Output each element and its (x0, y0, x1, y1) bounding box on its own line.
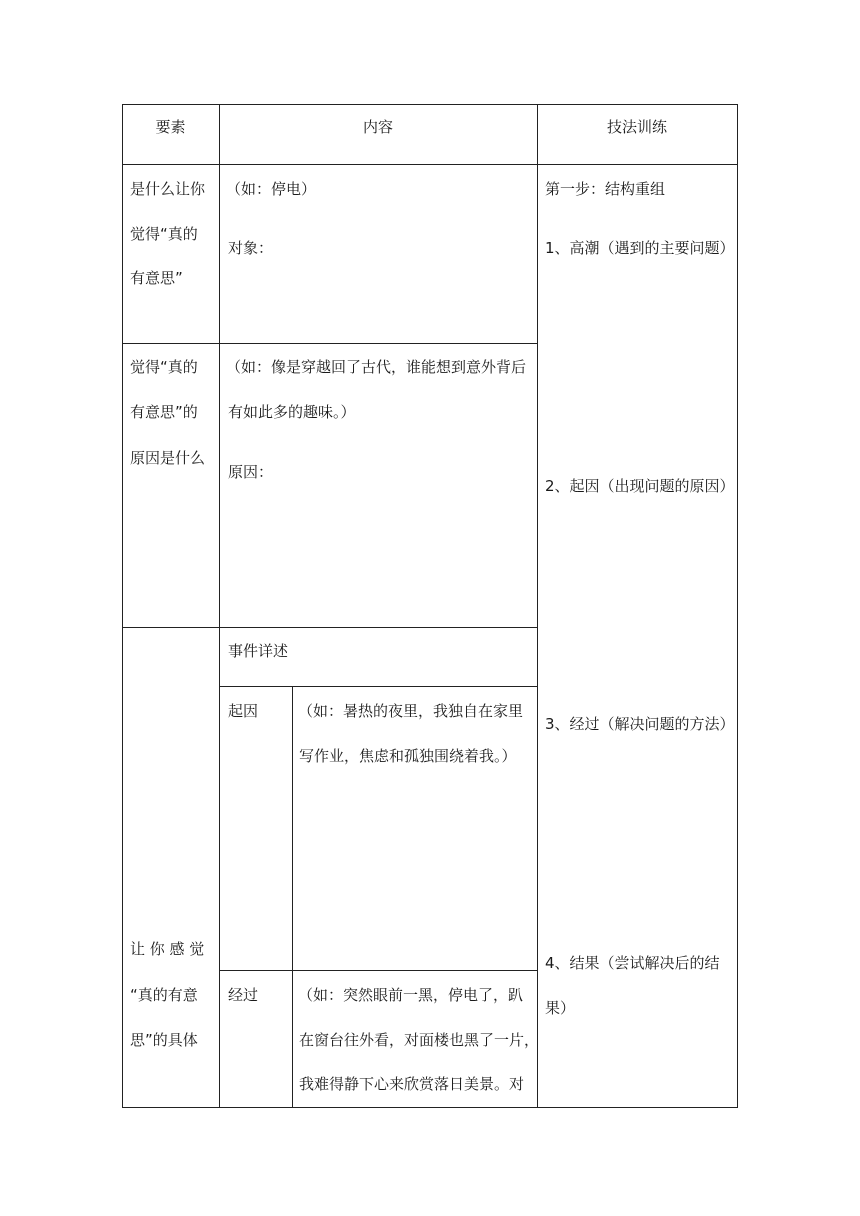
process-label: 经过 (228, 986, 259, 1004)
row2-example-line2: 有如此多的趣味。） (228, 403, 356, 421)
table-border-bottom (122, 1107, 738, 1108)
technique-item-4-line1: 4、结果（尝试解决后的结 (545, 954, 720, 972)
event-title-divider (219, 686, 537, 687)
technique-item-3: 3、经过（解决问题的方法） (545, 715, 735, 733)
process-text-line3: 我难得静下心来欣赏落日美景。对 (299, 1075, 525, 1093)
header-technique: 技法训练 (606, 118, 667, 136)
row2-label: 原因： (228, 463, 274, 481)
col2-divider (537, 104, 538, 1108)
event-title: 事件详述 (228, 642, 289, 660)
process-text-line2: 在窗台往外看，对面楼也黑了一片， (299, 1031, 540, 1049)
header-content: 内容 (362, 118, 393, 136)
row2-element-line1: 觉得“真的 (130, 358, 198, 376)
cause-text-line1: （如：暑热的夜里，我独自在家里 (298, 702, 524, 720)
row3-element-line2: “真的有意 (130, 986, 198, 1004)
technique-step: 第一步：结构重组 (545, 180, 666, 198)
row3-element-line3: 思”的具体 (130, 1031, 198, 1049)
process-text-line1: （如：突然眼前一黑，停电了，趴 (298, 986, 524, 1004)
row1-divider (122, 343, 537, 344)
header-elements: 要素 (155, 118, 186, 136)
row1-element-line3: 有意思” (130, 269, 183, 287)
table-border-right (737, 104, 738, 1108)
row2-element-line3: 原因是什么 (130, 449, 206, 467)
row1-example: （如：停电） (226, 180, 317, 198)
col1-divider (219, 104, 220, 1108)
cause-divider (219, 970, 537, 971)
row2-example-line1: （如：像是穿越回了古代，谁能想到意外背后 (226, 358, 527, 376)
header-divider (122, 164, 738, 165)
row2-element-line2: 有意思”的 (130, 403, 198, 421)
technique-item-4-line2: 果） (545, 999, 576, 1017)
row3-element-line1: 让 你 感 觉 (130, 940, 205, 958)
row1-element-line1: 是什么让你 (130, 180, 206, 198)
row1-element-line2: 觉得“真的 (130, 225, 198, 243)
technique-item-1: 1、高潮（遇到的主要问题） (545, 239, 735, 257)
cause-text-line2: 写作业，焦虑和孤独围绕着我。） (299, 747, 517, 765)
row2-divider (122, 627, 537, 628)
technique-item-2: 2、起因（出现问题的原因） (545, 477, 735, 495)
sub-col-divider (292, 686, 293, 1108)
cause-label: 起因 (228, 702, 259, 720)
table-border-top (122, 104, 738, 105)
table-border-left (122, 104, 123, 1108)
row1-label: 对象： (228, 239, 274, 257)
